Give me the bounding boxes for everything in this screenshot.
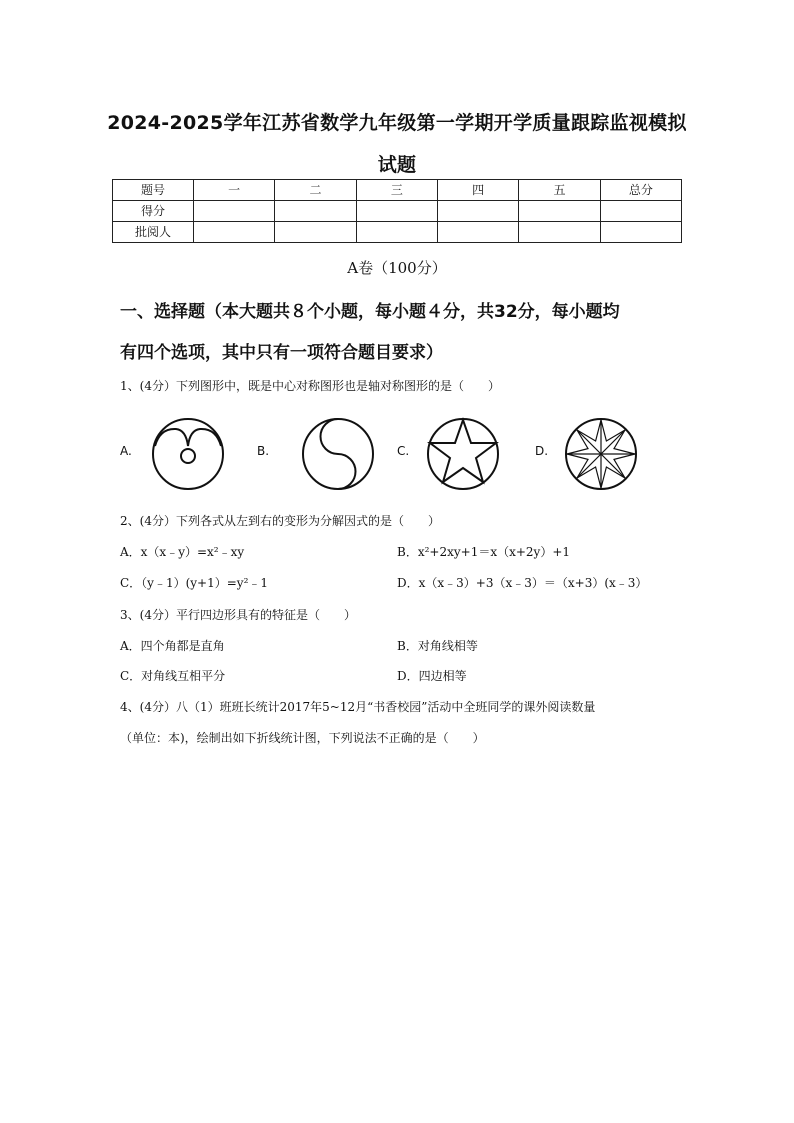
q2-option-a: A．x（x﹣y）=x²﹣xy bbox=[120, 545, 245, 559]
score-header-cell: 二 bbox=[275, 180, 356, 201]
score-cell bbox=[356, 201, 437, 222]
score-cell bbox=[600, 201, 681, 222]
question-3-stem: 3、(4分）平行四边形具有的特征是（ ） bbox=[120, 608, 356, 622]
q2-option-b: B．x²+2xy+1＝x（x+2y）+1 bbox=[397, 545, 571, 559]
score-cell bbox=[194, 201, 275, 222]
q1-option-d-label: D. bbox=[535, 444, 549, 458]
score-table bbox=[112, 179, 682, 243]
score-table-row bbox=[113, 201, 682, 222]
score-row-label: 批阅人 bbox=[113, 222, 194, 243]
score-cell bbox=[519, 201, 600, 222]
score-cell bbox=[275, 222, 356, 243]
eight-point-star-icon bbox=[563, 416, 639, 492]
question-1-stem: 1、(4分）下列图形中，既是中心对称图形也是轴对称图形的是（ ） bbox=[120, 379, 500, 393]
score-header-cell: 三 bbox=[356, 180, 437, 201]
q2-option-d: D．x（x﹣3）+3（x﹣3）＝（x+3）(x﹣3） bbox=[397, 576, 648, 590]
score-header-cell: 题号 bbox=[113, 180, 194, 201]
q3-option-c: C．对角线互相平分 bbox=[120, 669, 226, 683]
part1-heading-line2: 有四个选项，其中只有一项符合题目要求） bbox=[120, 343, 443, 363]
q1-option-a-label: A. bbox=[120, 444, 132, 458]
score-header-cell: 总分 bbox=[600, 180, 681, 201]
question-4-stem-line1: 4、(4分）八（1）班班长统计2017年5~12月“书香校园”活动中全班同学的课外阅读数量 bbox=[120, 700, 596, 714]
score-header-cell: 一 bbox=[194, 180, 275, 201]
question-4-stem-line2: （单位：本)，绘制出如下折线统计图，下列说法不正确的是（ ） bbox=[120, 731, 485, 745]
score-table-row bbox=[113, 222, 682, 243]
q2-option-c: C．（y﹣1）(y+1）=y²﹣1 bbox=[120, 576, 269, 590]
q3-option-b: B．对角线相等 bbox=[397, 639, 478, 653]
exam-title-line1: 2024-2025学年江苏省数学九年级第一学期开学质量跟踪监视模拟 bbox=[107, 112, 687, 134]
score-cell bbox=[437, 222, 518, 243]
star-in-circle-icon bbox=[425, 416, 501, 492]
exam-title-line2: 试题 bbox=[377, 154, 417, 176]
score-row-label: 得分 bbox=[113, 201, 194, 222]
q3-option-a: A．四个角都是直角 bbox=[120, 639, 225, 653]
part1-heading-line1: 一、选择题（本大题共８个小题，每小题４分，共32分，每小题均 bbox=[120, 302, 620, 322]
score-cell bbox=[600, 222, 681, 243]
section-a-title: A卷（100分） bbox=[347, 259, 447, 277]
circle-heart-icon bbox=[150, 416, 226, 492]
q3-option-d: D．四边相等 bbox=[397, 669, 467, 683]
q1-option-b-label: B. bbox=[257, 444, 270, 458]
score-header-cell: 四 bbox=[437, 180, 518, 201]
score-cell bbox=[275, 201, 356, 222]
question-2-stem: 2、(4分）下列各式从左到右的变形为分解因式的是（ ） bbox=[120, 514, 440, 528]
score-table-header-row bbox=[113, 180, 682, 201]
score-cell bbox=[437, 201, 518, 222]
score-header-cell: 五 bbox=[519, 180, 600, 201]
score-cell bbox=[356, 222, 437, 243]
yin-yang-icon bbox=[300, 416, 376, 492]
score-cell bbox=[519, 222, 600, 243]
q1-option-c-label: C. bbox=[397, 444, 410, 458]
score-cell bbox=[194, 222, 275, 243]
